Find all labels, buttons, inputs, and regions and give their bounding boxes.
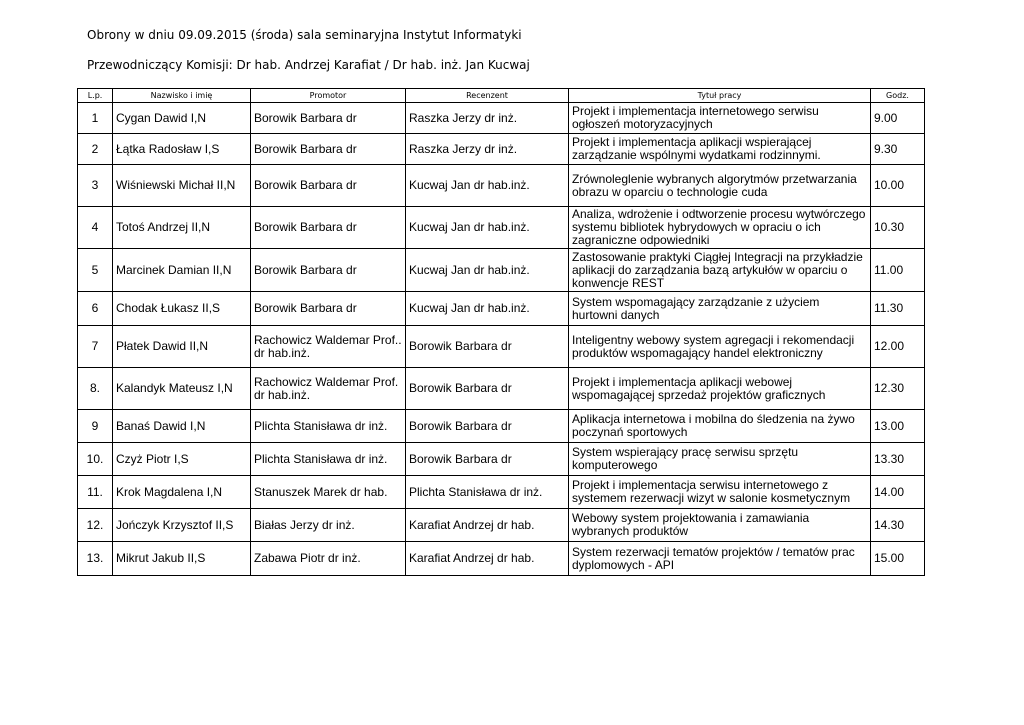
- row-number: 3: [78, 165, 113, 207]
- thesis-title: System rezerwacji tematów projektów / tematów prac dyplomowych - API: [569, 542, 871, 576]
- student-name: Kalandyk Mateusz I,N: [113, 368, 251, 410]
- column-header-time: Godz.: [871, 89, 925, 103]
- row-number: 1: [78, 103, 113, 134]
- committee-chair: Przewodniczący Komisji: Dr hab. Andrzej Karafiat / Dr hab. inż. Jan Kucwaj: [87, 58, 530, 72]
- student-name: Jończyk Krzysztof II,S: [113, 509, 251, 542]
- row-number: 9: [78, 410, 113, 443]
- table-row: [78, 542, 925, 576]
- defense-time: 9.00: [871, 103, 925, 134]
- defense-time: 10.00: [871, 165, 925, 207]
- thesis-title: Projekt i implementacja internetowego serwisu ogłoszeń motoryzacyjnych: [569, 103, 871, 134]
- table-row: [78, 249, 925, 292]
- student-name: Cygan Dawid I,N: [113, 103, 251, 134]
- student-name: Chodak Łukasz II,S: [113, 292, 251, 326]
- reviewer: Borowik Barbara dr: [406, 443, 569, 476]
- promoter: Borowik Barbara dr: [251, 292, 406, 326]
- thesis-title: System wspomagający zarządzanie z użyciem hurtowni danych: [569, 292, 871, 326]
- promoter: Stanuszek Marek dr hab.: [251, 476, 406, 509]
- table-row: [78, 509, 925, 542]
- table-row: [78, 103, 925, 134]
- table-row: [78, 326, 925, 368]
- defense-time: 11.30: [871, 292, 925, 326]
- reviewer: Kucwaj Jan dr hab.inż.: [406, 249, 569, 292]
- promoter: Rachowicz Waldemar Prof.. dr hab.inż.: [251, 326, 406, 368]
- student-name: Krok Magdalena I,N: [113, 476, 251, 509]
- thesis-title: Projekt i implementacja serwisu internetowego z systemem rezerwacji wizyt w salonie kosmetycznym: [569, 476, 871, 509]
- row-number: 8.: [78, 368, 113, 410]
- student-name: Czyż Piotr I,S: [113, 443, 251, 476]
- reviewer: Borowik Barbara dr: [406, 368, 569, 410]
- promoter: Borowik Barbara dr: [251, 103, 406, 134]
- thesis-title: Analiza, wdrożenie i odtworzenie procesu wytwórczego systemu bibliotek hybrydowych w opraciu o ich zagraniczne odpowiedniki: [569, 207, 871, 249]
- row-number: 7: [78, 326, 113, 368]
- defense-time: 11.00: [871, 249, 925, 292]
- defense-time: 10.30: [871, 207, 925, 249]
- student-name: Łątka Radosław I,S: [113, 134, 251, 165]
- reviewer: Kucwaj Jan dr hab.inż.: [406, 165, 569, 207]
- thesis-title: Zrównoleglenie wybranych algorytmów przetwarzania obrazu w oparciu o technologie cuda: [569, 165, 871, 207]
- promoter: Zabawa Piotr dr inż.: [251, 542, 406, 576]
- reviewer: Borowik Barbara dr: [406, 326, 569, 368]
- table-row: [78, 165, 925, 207]
- student-name: Mikrut Jakub II,S: [113, 542, 251, 576]
- promoter: Borowik Barbara dr: [251, 165, 406, 207]
- table-row: [78, 476, 925, 509]
- document-title: Obrony w dniu 09.09.2015 (środa) sala seminaryjna Instytut Informatyki: [87, 28, 522, 42]
- reviewer: Plichta Stanisława dr inż.: [406, 476, 569, 509]
- thesis-title: Aplikacja internetowa i mobilna do śledzenia na żywo poczynań sportowych: [569, 410, 871, 443]
- defense-schedule-table: [77, 88, 925, 576]
- promoter: Borowik Barbara dr: [251, 134, 406, 165]
- row-number: 2: [78, 134, 113, 165]
- row-number: 13.: [78, 542, 113, 576]
- defense-time: 12.00: [871, 326, 925, 368]
- promoter: Białas Jerzy dr inż.: [251, 509, 406, 542]
- column-header-name: Nazwisko i imię: [113, 89, 251, 103]
- reviewer: Kucwaj Jan dr hab.inż.: [406, 207, 569, 249]
- thesis-title: System wspierający pracę serwisu sprzętu komputerowego: [569, 443, 871, 476]
- column-header-title: Tytuł pracy: [569, 89, 871, 103]
- promoter: Borowik Barbara dr: [251, 207, 406, 249]
- row-number: 11.: [78, 476, 113, 509]
- promoter: Plichta Stanisława dr inż.: [251, 410, 406, 443]
- table-row: [78, 207, 925, 249]
- row-number: 10.: [78, 443, 113, 476]
- row-number: 4: [78, 207, 113, 249]
- row-number: 12.: [78, 509, 113, 542]
- student-name: Wiśniewski Michał II,N: [113, 165, 251, 207]
- table-row: [78, 134, 925, 165]
- promoter: Plichta Stanisława dr inż.: [251, 443, 406, 476]
- thesis-title: Webowy system projektowania i zamawiania wybranych produktów: [569, 509, 871, 542]
- defense-time: 14.30: [871, 509, 925, 542]
- reviewer: Borowik Barbara dr: [406, 410, 569, 443]
- student-name: Marcinek Damian II,N: [113, 249, 251, 292]
- reviewer: Kucwaj Jan dr hab.inż.: [406, 292, 569, 326]
- reviewer: Raszka Jerzy dr inż.: [406, 134, 569, 165]
- table-row: [78, 443, 925, 476]
- reviewer: Karafiat Andrzej dr hab.: [406, 542, 569, 576]
- table-header-row: [78, 89, 925, 103]
- reviewer: Raszka Jerzy dr inż.: [406, 103, 569, 134]
- defense-time: 12.30: [871, 368, 925, 410]
- table-row: [78, 410, 925, 443]
- table-row: [78, 292, 925, 326]
- reviewer: Karafiat Andrzej dr hab.: [406, 509, 569, 542]
- promoter: Borowik Barbara dr: [251, 249, 406, 292]
- student-name: Płatek Dawid II,N: [113, 326, 251, 368]
- defense-time: 15.00: [871, 542, 925, 576]
- defense-time: 13.30: [871, 443, 925, 476]
- column-header-reviewer: Recenzent: [406, 89, 569, 103]
- thesis-title: Zastosowanie praktyki Ciągłej Integracji na przykładzie aplikacji do zarządzania bazą artykułów w oparciu o konwencje REST: [569, 249, 871, 292]
- defense-time: 9.30: [871, 134, 925, 165]
- student-name: Banaś Dawid I,N: [113, 410, 251, 443]
- thesis-title: Projekt i implementacja aplikacji webowej wspomagającej sprzedaż projektów graficznych: [569, 368, 871, 410]
- column-header-lp: L.p.: [78, 89, 113, 103]
- promoter: Rachowicz Waldemar Prof. dr hab.inż.: [251, 368, 406, 410]
- row-number: 6: [78, 292, 113, 326]
- thesis-title: Projekt i implementacja aplikacji wspierającej zarządzanie wspólnymi wydatkami rodzinnymi.: [569, 134, 871, 165]
- defense-time: 14.00: [871, 476, 925, 509]
- row-number: 5: [78, 249, 113, 292]
- defense-time: 13.00: [871, 410, 925, 443]
- thesis-title: Inteligentny webowy system agregacji i rekomendacji produktów wspomagający handel elektroniczny: [569, 326, 871, 368]
- column-header-promoter: Promotor: [251, 89, 406, 103]
- student-name: Totoś Andrzej II,N: [113, 207, 251, 249]
- table-row: [78, 368, 925, 410]
